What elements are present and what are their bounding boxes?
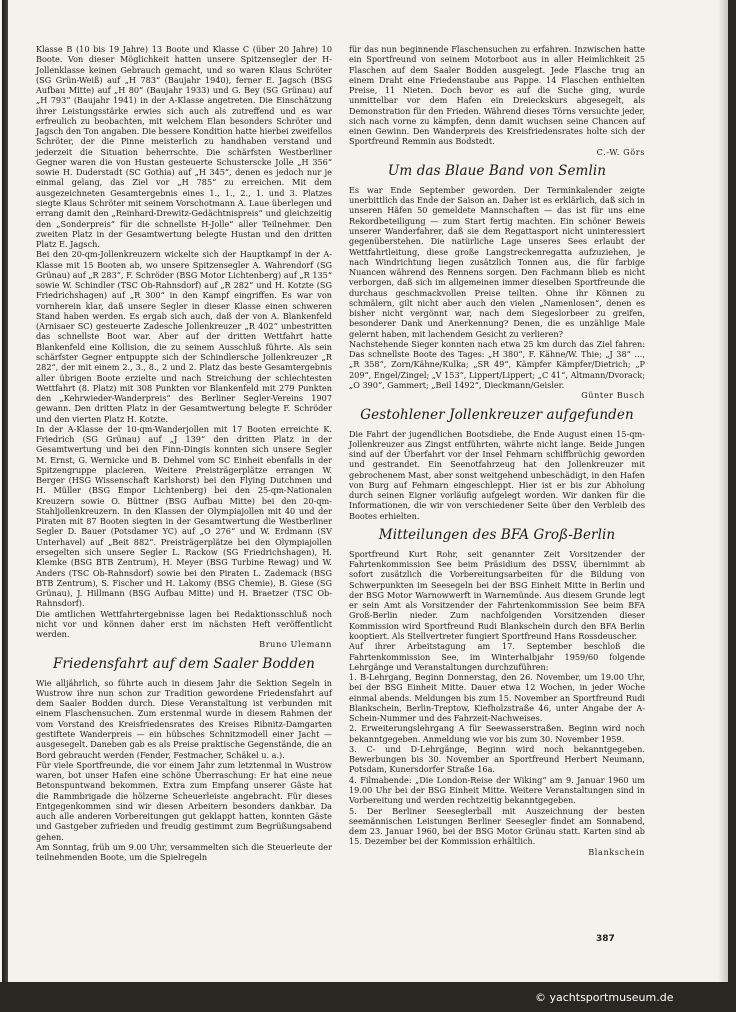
paragraph: Es war Ende September geworden. Der Terminkalender zeigte unerbittlich das Ende der Saison an. Daher ist es erklärlich, daß sich in unseren Häfen 50 gemeldete Mannschaften — das ist für uns eine Rekordbeteiligung — zum Start fertig machten. Ein schöner Beweis unserer Wanderfahrer, daß sie dem Regattasport nicht uninteressiert gegenüberstehen. Die natürliche Lage unseres Sees erlaubt der Wettfahrtleitung, diese große Langstreckenregatta aufzuziehen, je nach Windrichtung liegen zusätzlich Tonnen aus, die für farbige Nuancen während des Rennens sorgen. Den Fachmann blieb es nicht verborgen, daß sich im allgemeinen immer dieselben Sportfreunde die durchaus geschmackvollen Preise teilten. Ohne ihr Können zu schmälern, gilt nicht aber auch den vielen „Namenlosen“, denen es bisher nicht vergönnt war, nach dem Siegeslorbeer zu greifen, besonderer Dank und Anerkennung? Denen, die es unzählige Male gelernt haben, mit lachendem Gesicht zu verlieren? (349, 184, 645, 339)
author-signature: Bruno Ulemann (259, 639, 332, 650)
paragraph: Nachstehende Sieger konnten nach etwa 25 km durch das Ziel fahren: Das schnellste Boote des Tages: „H 380“, F. Kähne/W. Thie; „J 38“ …, „R 358“, Zorn/Kähne/Kulka; „SR 49“, Kämpfer Kämpfer/Dietrich; „P 209“, Engel/Zingel; „V 153“, Lippert/Lippert; „C 41“, Altmann/Dvorack; „O 390“, Gammert; „Beil 1492“, Dieckmann/Geisler. (349, 338, 645, 390)
paragraph: Bei den 20-qm-Jollenkreuzern wickelte sich der Hauptkampf in der A-Klasse mit 15 Booten ab, wo unsere Spitzensegler A. Wahrendorf (SG Grünau) auf „R 283“, F. Schröder (BSG Motor Lichtenberg) auf „R 135“ sowie W. Schindler (TSC Ob-Rahnsdorf) auf „R 282“ und H. Kotzte (SG Friedrichshagen) auf „R 300“ in den Kampf eingriffen. Es war von vornherein klar, daß unsere Segler in dieser Klasse einen schweren Stand haben werden. Es ergab sich auch, daß der von A. Blankenfeld (Arnisaer SC) gesteuerte Zadesche Jollenkreuzer „R 402“ unbestritten das schnellste Boot war. Aber auf der dritten Wettfahrt hatte Blankenfeld eine Kollision, die zu seinem Ausschluß führte. Als sein schärfster Gegner entpuppte sich der Schindlersche Jollenkreuzer „R 282“, der mit einem 2., 3., 8., 2 und 2. Platz das beste Gesamtergebnis aller übrigen Boote erzielte und nach Streichung der schlechtesten Wettfahrt (8. Platz) mit 308 Punkten vor Blankenfeld mit 279 Punkten den „Kehrwieder-Wanderpreis“ des Berliner Segler-Vereins 1907 gewann. Den dritten Platz in der Gesamtwertung belegte F. Schröder und den vierten Platz H. Kotzte. (36, 249, 332, 424)
paragraph: 5. Der Berliner Seeseglerball mit Auszeichnung der besten seemännischen Leistungen Berliner Seesegler findet am Sonnabend, dem 23. Januar 1960, bei der BSG Motor Grünau statt. Karten sind ab 15. Dezember bei der Kommission erhältlich. (349, 805, 645, 847)
paragraph: Wie alljährlich, so führte auch in diesem Jahr die Sektion Segeln in Wustrow ihre nun schon zur Tradition gewordene Friedensfahrt auf dem Saaler Bodden durch. Diese Veranstaltung ist verbunden mit einem Flaschensuchen. Zum erstenmal wurde in diesem Rahmen der vom Vorstand des Kreisfriedensrates des Kreises Ribnitz-Damgarten gestiftete Wanderpreis — ein hübsches Schnitzmodell einer Jacht — ausgesegelt. Daneben gab es als Preise praktische Gegenstände, die an Bord gebraucht werden (Fender, Festmacher, Schäkel u. a.). (36, 677, 332, 760)
paragraph: 3. C- und D-Lehrgänge, Beginn wird noch bekanntgegeben. Bewerbungen bis 30. November an Sportfreund Herbert Neumann, Potsdam, Kunersdorfer Straße 16a. (349, 743, 645, 775)
paragraph: Sportfreund Kurt Rohr, seit genannter Zeit Vorsitzender der Fahrtenkommission See beim Präsidium des DSSV, übernimmt ab sofort zusätzlich die Vorbereitungsarbeiten für die Bildung von Schwerpunkten im Seesegeln bei der BSG Einheit Mitte in Berlin und der BSG Motor Warnowwerft in Warnemünde. Aus diesem Grunde legt er sein Amt als Vorsitzender der Fahrtenkommission See beim BFA Groß-Berlin nieder. Zum nachfolgenden Vorsitzenden dieser Kommission wird Sportfreund Rudi Blankschein durch den BFA Berlin kooptiert. Als Stellvertreter fungiert Sportfreund Hans Rossdeuscher. (349, 548, 645, 642)
paragraph: Auf ihrer Arbeitstagung am 17. September beschloß die Fahrtenkommission See, im Winterhalbjahr 1959/60 folgende Lehrgänge und Veranstaltungen durchzuführen: (349, 641, 645, 672)
article-title: Friedensfahrt auf dem Saaler Bodden (53, 655, 315, 672)
paragraph: 4. Filmabende: „Die London-Reise der Wiking“ am 9. Januar 1960 um 19.00 Uhr bei der BSG Einheit Mitte. Weitere Veranstaltungen sind in Vorbereitung und werden rechtzeitig bekanntgegeben. (349, 774, 645, 806)
paragraph: Am Sonntag, früh um 9.00 Uhr, versammelten sich die Steuerleute der teilnehmenden Boote, um die Spielregeln (36, 841, 332, 863)
author-signature: C.-W. Görs (596, 146, 645, 157)
paragraph: 2. Erweiterungslehrgang A für Seewasserstraßen. Beginn wird noch bekanntgegeben. Anmeldung wie vor bis zum 30. November 1959. (349, 723, 645, 744)
page-number: 387 (596, 934, 615, 944)
author-signature: Blankschein (588, 846, 645, 857)
article-title: Gestohlener Jollenkreuzer aufgefunden (360, 406, 634, 423)
left-column (36, 44, 332, 862)
article-title: Mitteilungen des BFA Groß-Berlin (378, 526, 616, 543)
author-signature: Günter Busch (581, 390, 645, 401)
binding-edge (2, 0, 8, 982)
article-title: Um das Blaue Band von Semlin (387, 162, 607, 179)
paragraph: In der A-Klasse der 10-qm-Wanderjollen mit 17 Booten erreichte K. Friedrich (SG Grünau) auf „J 139“ den dritten Platz in der Gesamtwertung und bei den Finn-Dingis konnten sich unsere Segler M. Ernst, G. Wernicke und B. Dehmel vom SC Einheit ebenfalls in der Spitzengruppe placieren. Weitere Preisträgerplätze errangen W. Berger (HSG Wissenschaft Karlshorst) bei den Flying Dutchmen und H. Müller (BSG Empor Lichtenberg) bei den 25-qm-Nationalen Kreuzern sowie O. Büttner (BSG Aufbau Mitte) bei den 20-qm-Stahljollenkreuzern. In den Klassen der Olympiajollen mit 40 und der Piraten mit 87 Booten siegten in der Gesamtwertung die Westberliner Segler D. Bauer (Potsdamer YC) auf „O 276“ und W. Erdmann (SV Unterhavel) auf „Beit 882“. Preisträgerplätze bei den Olympiajollen ersegelten sich unsere Segler L. Rackow (SG Friedrichshagen), H. Klemke (BSG BTB Zentrum), H. Meyer (BSG Turbine Rewag) und W. Anders (TSC Ob-Rahnsdorf) sowie bei den Piraten L. Zademack (BSG BTB Zentrum), S. Fischer und H. Lakomy (BSG Chemie), B. Giese (SG Grünau), J. Hillmann (BSG Aufbau Mitte) und H. Braetzer (TSC Ob-Rahnsdorf). (36, 423, 332, 609)
watermark-text: © yachtsportmuseum.de (535, 991, 674, 1004)
paragraph: Für viele Sportfreunde, die vor einem Jahr zum letztenmal in Wustrow waren, bot unser Hafen eine schöne Überraschung: Er hat eine neue Betonspuntwand bekommen. Extra zum Empfang unserer Gäste hat die Rammbrigade die hölzerne Scheuerleiste angebracht. Für dieses Entgegenkommen sind wir diesen Arbeitern besonders dankbar. Da auch alle anderen Vorbereitungen gut geklappt hatten, konnten Gäste und Gastgeber zufrieden und freudig gestimmt zum Begrüßungsabend gehen. (36, 759, 332, 842)
paragraph: 1. B-Lehrgang, Beginn Donnerstag, den 26. November, um 19.00 Uhr, bei der BSG Einheit Mitte. Dauer etwa 12 Wochen, in jeder Woche einmal abends. Meldungen bis zum 15. November an Sportfreund Rudi Blankschein, Berlin-Treptow, Kiefholzstraße 46, unter Angabe der A-Schein-Nummer und des Fahrzeit-Nachweises. (349, 672, 645, 724)
paragraph: Die Fahrt der jugendlichen Bootsdiebe, die Ende August einen 15-qm-Jollenkreuzer aus Zingst entführten, währte nicht lange. Beide Jungen sind auf der Überfahrt vor der Insel Fehmarn schiffbrüchig geworden und gestrandet. Ein Seenotfahrzeug hat den Jollenkreuzer mit gebrochenem Mast, aber sonst weitgehend unbeschädigt, in den Hafen von Burg auf Fehmarn eingeschleppt. Hier ist er bis zur Abholung durch seinen Eigner vorläufig aufgelegt worden. Wir danken für die Informationen, die wir von verschiedener Seite über den Verbleib des Bootes erhielten. (349, 428, 645, 521)
right-column (349, 44, 645, 857)
paragraph: Die amtlichen Wettfahrtergebnisse lagen bei Redaktionsschluß noch nicht vor und können daher erst im nächsten Heft veröffentlicht werden. (36, 608, 332, 640)
paragraph: für das nun beginnende Flaschensuchen zu erfahren. Inzwischen hatte ein Sportfreund von seinem Motorboot aus in aller Heimlichkeit 25 Flaschen auf dem Saaler Bodden ausgelegt. Jede Flasche trug an einem Draht eine Friedenstaube aus Pappe. 14 Flaschen enthielten Preise, 11 Nieten. Doch bevor es auf die Suche ging, wurde unmittelbar vor dem Hafen ein Dreieckskurs abgesegelt, als Demonstration für den Frieden. Während dieses Törns versuchte jeder, sich nach vorne zu kämpfen, denn damit wuchsen seine Chancen auf einen Gewinn. Den Wanderpreis des Kreisfriedensrates holte sich der Sportfreund Remmin aus Bodstedt. (349, 44, 645, 147)
paragraph: Klasse B (10 bis 19 Jahre) 13 Boote und Klasse C (über 20 Jahre) 10 Boote. Von dieser Möglichkeit hatten unsere Spitzensegler der H-Jollenklasse keinen Gebrauch gemacht, und so waren Klaus Schröter (SG Grün-Weiß) auf „H 783“ (Baujahr 1940), ferner E. Jagsch (BSG Aufbau Mitte) auf „H 80“ (Baujahr 1933) und G. Bey (SG Grünau) auf „H 793“ (Baujahr 1941) in der A-Klasse angetreten. Die Einschätzung ihrer Leistungsstärke erwies sich auch als zutreffend und es war erfreulich zu beobachten, mit welchem Elan besonders Schröter und Jagsch den Ton angaben. Die bessere Kondition hatte hierbei zweifellos Schröter, der die Pinne meisterlich zu handhaben verstand und jederzeit die Situation beherrschte. Die schärfsten Westberliner Gegner waren die von Hustan gesteuerte Schusterscke Jolle „H 356“ sowie H. Duderstadt (SC Gothia) auf „H 345“, denen es jedoch nur je einmal gelang, das Ziel vor „H 785“ zu erreichen. Mit dem ausgezeichneten Gesamtergebnis eines 1., 1., 2., 1. und 3. Platzes siegte Klaus Schröter mit seinem Vorschotmann A. Laue überlegen und errang damit den „Reinhard-Drewitz-Gedächtnispreis“ und gleichzeitig den „Sonderpreis“ für die schnellste H-Jolle“ aller Teilnehmer. Den zweiten Platz in der Gesamtwertung belegte Hustan und den dritten Platz E. Jagsch. (36, 44, 332, 250)
